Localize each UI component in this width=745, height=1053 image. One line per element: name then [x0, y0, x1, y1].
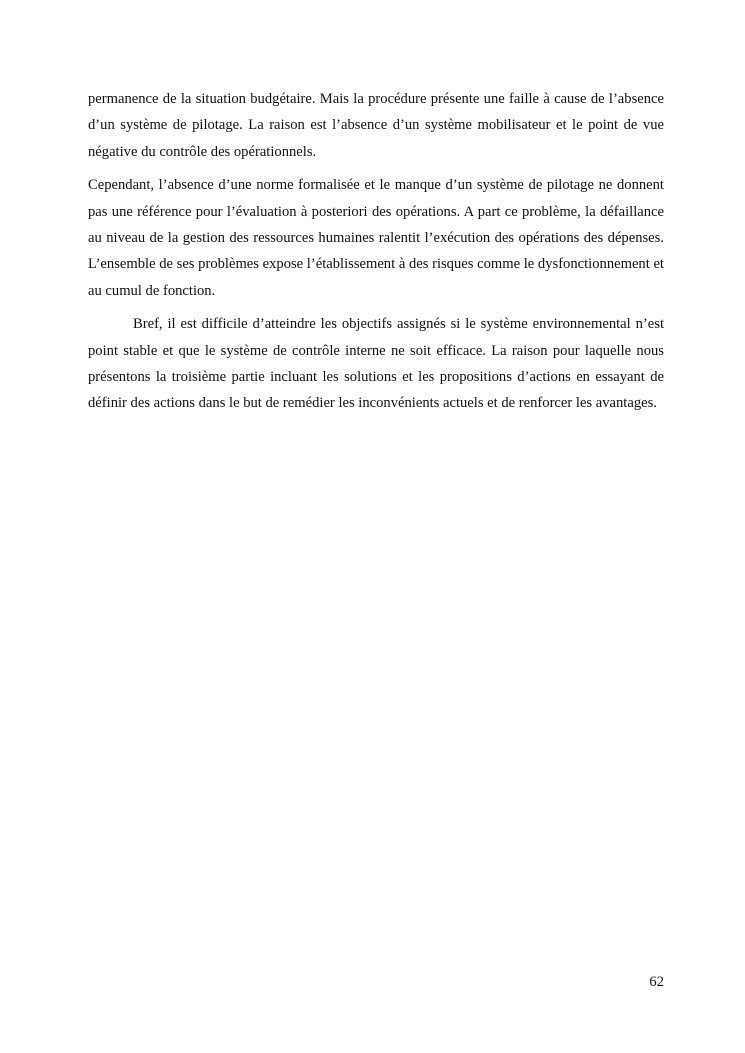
page-number: 62 [649, 974, 664, 990]
paragraph-bref: Bref, il est difficile d’atteindre les objectifs assignés si le système environnemental n’est point stable et que le système de contrôle interne ne soit efficace. La raison pour laquelle nous présentons la troisième partie incluant les solutions et les propositions d’actions en essayant de définir des actions dans le but de remédier les inconvénients actuels et de renforcer les avantages. [88, 316, 664, 412]
paragraph-continuation: permanence de la situation budgétaire. Mais la procédure présente une faille à cause de l’absence d’un système de pilotage. La raison est l’absence d’un système mobilisateur et le point de vue négative du contrôle des opérationnels. [88, 91, 664, 160]
body-text [88, 86, 664, 417]
paragraph-cependant: Cependant, l’absence d’une norme formalisée et le manque d’un système de pilotage ne donnent pas une référence pour l’évaluation à posteriori des opérations. A part ce problème, la défaillance au niveau de la gestion des ressources humaines ralentit l’exécution des opérations des dépenses. L’ensemble de ses problèmes expose l’établissement à des risques comme le dysfonctionnement et au cumul de fonction. [88, 177, 664, 299]
